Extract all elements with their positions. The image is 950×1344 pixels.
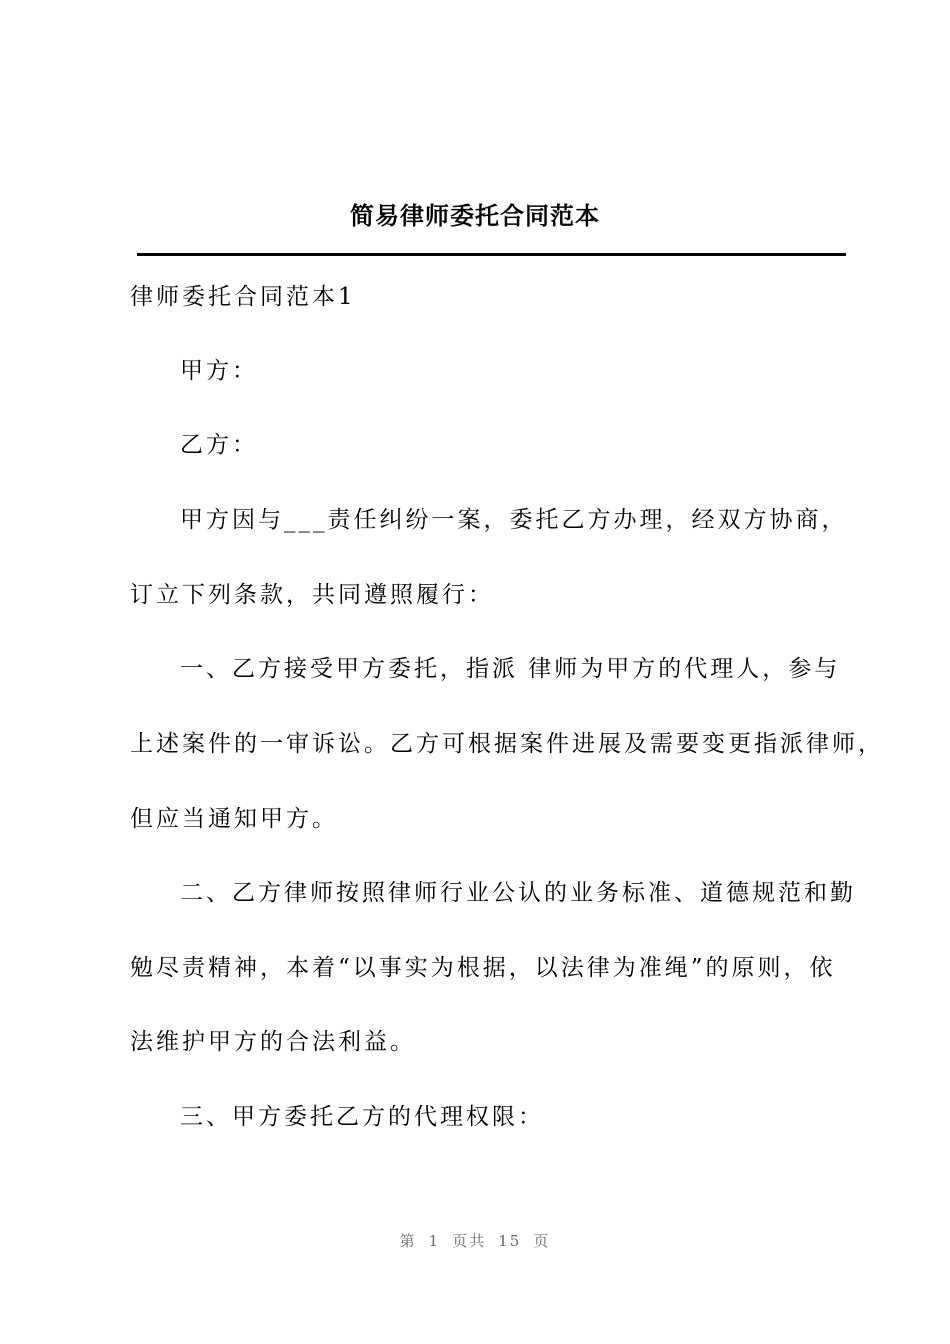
clause-1-line: 上述案件的一审诉讼。乙方可根据案件进展及需要变更指派律师， bbox=[130, 731, 884, 757]
footer-suffix: 页 bbox=[533, 1232, 551, 1250]
clause-2-line: 法维护甲方的合法利益。 bbox=[130, 1029, 416, 1055]
footer-middle: 页共 bbox=[452, 1232, 487, 1250]
footer-page-number: 1 bbox=[428, 1232, 441, 1250]
clause-3-line: 三、甲方委托乙方的代理权限： bbox=[180, 1104, 544, 1130]
party-a-line: 甲方： bbox=[180, 358, 258, 384]
clause-2-line: 二、乙方律师按照律师行业公认的业务标准、道德规范和勤 bbox=[180, 880, 856, 906]
clause-1-line: 一、乙方接受甲方委托，指派 律师为甲方的代理人，参与 bbox=[180, 656, 841, 682]
page-footer bbox=[0, 1230, 950, 1251]
paragraph-line: 甲方因与___责任纠纷一案，委托乙方办理，经双方协商， bbox=[180, 507, 848, 533]
title-divider bbox=[137, 253, 846, 256]
clause-2-line: 勉尽责精神，本着“以事实为根据，以法律为准绳”的原则，依 bbox=[130, 955, 836, 981]
party-b-line: 乙方： bbox=[180, 432, 258, 458]
paragraph-line: 订立下列条款，共同遵照履行： bbox=[130, 582, 494, 608]
document-title: 简易律师委托合同范本 bbox=[350, 202, 600, 230]
footer-prefix: 第 bbox=[399, 1232, 417, 1250]
clause-1-line: 但应当通知甲方。 bbox=[130, 806, 338, 832]
footer-total-pages: 15 bbox=[498, 1232, 522, 1250]
section-heading: 律师委托合同范本1 bbox=[130, 284, 356, 310]
